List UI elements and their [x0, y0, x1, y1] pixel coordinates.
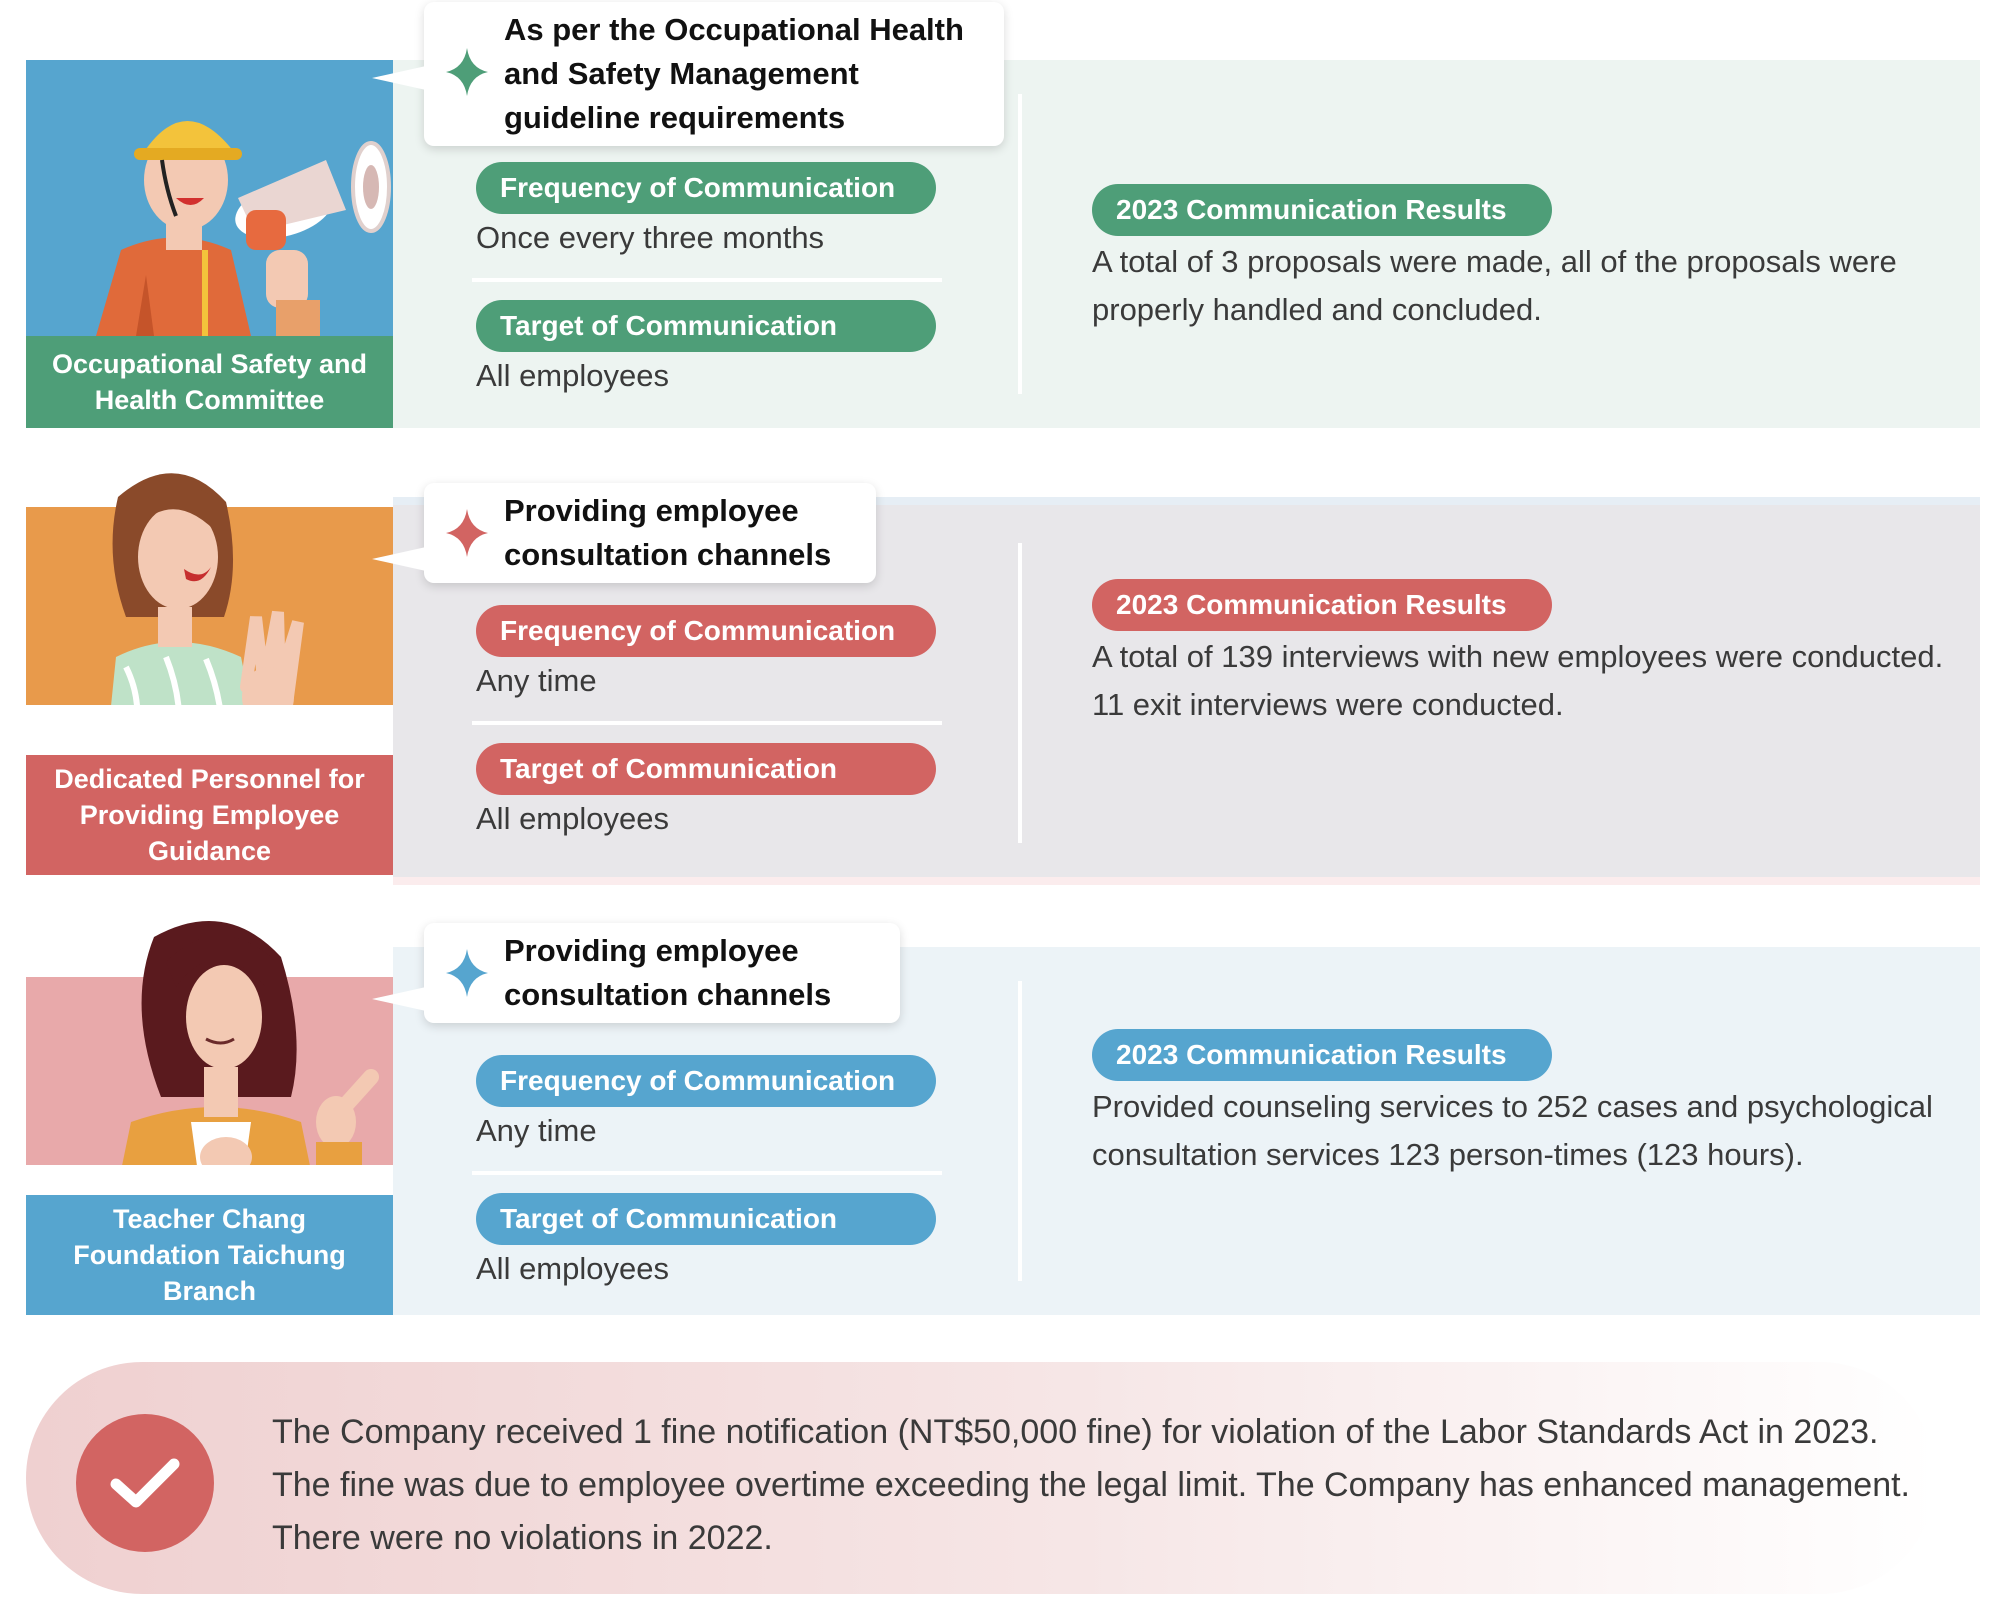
vertical-divider [1018, 981, 1022, 1281]
committee-name-label: Occupational Safety and Health Committee [26, 336, 393, 428]
target-label-pill: Target of Communication [476, 300, 936, 352]
notice-text: The Company received 1 fine notification (NT$50,000 fine) for violation of the Labor Standards Act in 2023. The fine was due to employee overtime exceeding the legal limit. The Company has enhanced management. There were no violations in 2022. [272, 1413, 1910, 1557]
target-label-pill: Target of Communication [476, 743, 936, 795]
check-icon [76, 1414, 214, 1552]
safety-committee-section [26, 12, 1980, 428]
frequency-value: Any time [476, 1113, 597, 1148]
bubble-text: As per the Occupational Health and Safety Management guideline requirements [504, 12, 964, 135]
target-value: All employees [476, 358, 669, 393]
target-label-pill: Target of Communication [476, 1193, 936, 1245]
frequency-value: Once every three months [476, 220, 825, 255]
worker-megaphone-illustration [26, 60, 393, 428]
foundation-section [26, 933, 1980, 1315]
fine-notice [26, 1362, 1936, 1594]
results-text: A total of 3 proposals were made, all of the proposals were properly handled and concluded. [1092, 244, 1897, 327]
divider [472, 721, 942, 725]
sparkle-icon [446, 949, 488, 997]
divider [472, 278, 942, 282]
speech-bubble [424, 2, 1004, 146]
results-line: A total of 139 interviews with new employees were conducted. [1092, 639, 1944, 674]
speech-bubble [424, 923, 900, 1023]
woman-waving-illustration [26, 507, 393, 875]
results-label-pill: 2023 Communication Results [1092, 579, 1552, 631]
teacher-illustration [26, 947, 393, 1315]
personnel-name-label: Dedicated Personnel for Providing Employee Guidance [26, 755, 393, 875]
results-line: 11 exit interviews were conducted. [1092, 687, 1564, 722]
bubble-text: Providing employee consultation channels [504, 933, 832, 1012]
results-label-pill: 2023 Communication Results [1092, 1029, 1552, 1081]
divider [472, 1171, 942, 1175]
frequency-label-pill: Frequency of Communication [476, 162, 936, 214]
results-label-pill: 2023 Communication Results [1092, 184, 1552, 236]
frequency-value: Any time [476, 663, 597, 698]
sparkle-icon [446, 48, 488, 96]
target-value: All employees [476, 1251, 669, 1286]
results-text [1092, 633, 1952, 729]
speech-bubble [424, 483, 876, 583]
vertical-divider [1018, 543, 1022, 843]
bubble-text: Providing employee consultation channels [504, 493, 832, 572]
sparkle-icon [446, 509, 488, 557]
guidance-personnel-section [26, 493, 1980, 875]
frequency-label-pill: Frequency of Communication [476, 1055, 936, 1107]
frequency-label-pill: Frequency of Communication [476, 605, 936, 657]
foundation-name-label: Teacher Chang Foundation Taichung Branch [26, 1195, 393, 1315]
results-text: Provided counseling services to 252 cases and psychological consultation services 123 person-times (123 hours). [1092, 1089, 1933, 1172]
target-value: All employees [476, 801, 669, 836]
vertical-divider [1018, 94, 1022, 394]
